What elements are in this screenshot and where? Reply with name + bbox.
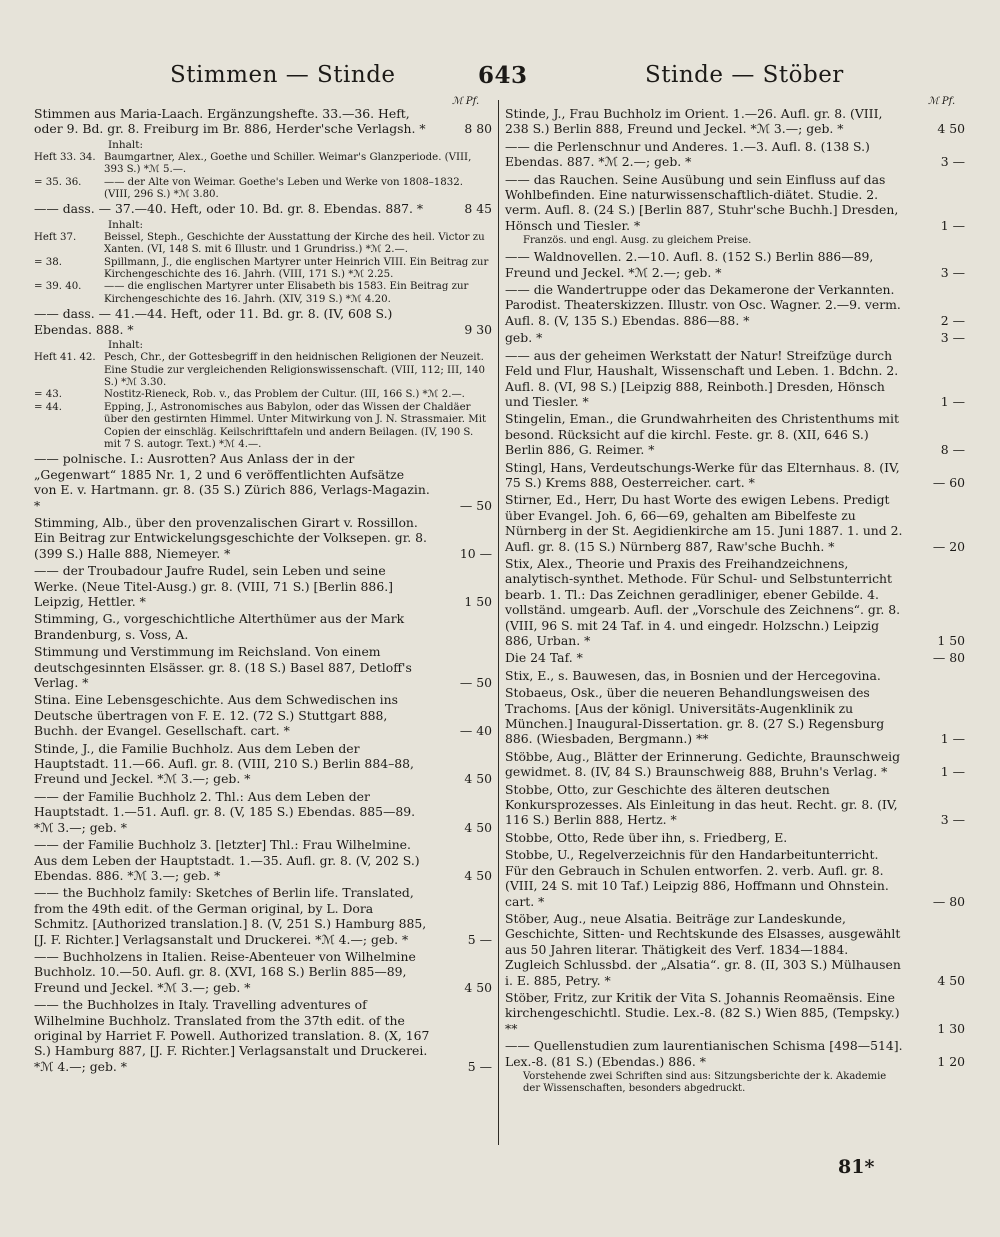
catalog-entry	[34, 451, 492, 513]
catalog-entry	[505, 249, 965, 280]
entry-price: 4 50	[464, 819, 492, 835]
catalog-entry	[34, 741, 492, 787]
catalog-entry	[505, 492, 965, 554]
catalog-entry	[34, 789, 492, 835]
contents-item	[34, 257, 492, 282]
entry-text: Stimming, G., vorgeschichtliche Alterthümer aus der Mark Brandenburg, s. Voss, A.	[34, 611, 405, 642]
catalog-entry	[505, 650, 965, 665]
entry-price: — 80	[932, 650, 965, 666]
right-column	[505, 106, 965, 1097]
entry-price: 5 —	[467, 1058, 492, 1074]
entry-text: Stingelin, Eman., die Grundwahrheiten des Christenthums mit besond. Rücksicht auf die kirchl. Feste. gr. 8. (XII, 646 S.) Berlin 886, G. Reimer. *	[505, 411, 899, 458]
entry-price: — 20	[932, 538, 965, 554]
entry-text: Stirner, Ed., Herr, Du hast Worte des ewigen Lebens. Predigt über Evangel. Joh. 6, 66—69, gehalten am Bibelfeste zu Nürnberg in der St. Aegidienkirche am 15. Juni 1887. 1. und 2. Aufl. gr. 8. (15 S.) Nürnberg 887, Raw'sche Buchh. *	[505, 492, 903, 554]
contents-item-number: = 38.	[34, 256, 62, 268]
contents-item-number: = 35. 36.	[34, 176, 82, 188]
entry-text: —— the Buchholzes in Italy. Travelling adventures of Wilhelmine Buchholz. Translated from the 37th edit. of the original by Harriet F. Powell. Authorized translation. 8. (X, 167 S.) Hamburg 887, [J. F. Richter.] Verlagsanstalt und Druckerei. *ℳ 4.—; geb. *	[34, 997, 430, 1074]
entry-price: 1 —	[940, 217, 965, 233]
catalog-entry	[505, 1038, 965, 1069]
catalog-entry	[505, 330, 965, 345]
entry-text: Stimmung und Verstimmung im Reichsland. Von einem deutschgesinnten Elsässer. gr. 8. (18 S.) Basel 887, Detloff's Verlag. *	[34, 644, 412, 691]
entry-text: Stobaeus, Osk., über die neueren Behandlungsweisen des Trachoms. [Aus der königl. Universitäts-Augenklinik zu München.] Inaugural-Dissertation. gr. 8. (27 S.) Regensburg 886. (Wiesbaden, Bergmann.) **	[505, 685, 885, 747]
catalog-entry	[505, 847, 965, 909]
catalog-entry	[34, 563, 492, 609]
contents-item	[34, 352, 492, 389]
contents-item-text: —— die englischen Martyrer unter Elisabeth bis 1583. Ein Beitrag zur Kirchengeschichte des 16. Jahrh. (XIV, 319 S.) *ℳ 4.20.	[104, 281, 469, 305]
entry-text: —— das Rauchen. Seine Ausübung und sein Einfluss auf das Wohlbefinden. Eine naturwissenschaftlich-diätet. Studie. 2. verm. Aufl. 8. (24 S.) [Berlin 887, Stuhr'sche Buchh.] Dresden, Hönsch und Tiesler. *	[505, 171, 899, 233]
catalog-entry	[34, 885, 492, 947]
entry-price: 8 80	[464, 121, 492, 137]
entry-text: Stimming, Alb., über den provenzalischen Girart v. Rossillon. Ein Beitrag zur Entwickelungsgeschichte der Volksepen. gr. 8. (399 S.) Halle 888, Niemeyer. *	[34, 514, 427, 561]
entry-price: 8 —	[940, 442, 965, 458]
contents-item	[34, 232, 492, 257]
contents-item-number: Heft 37.	[34, 231, 77, 243]
contents-item-text: —— der Alte von Weimar. Goethe's Leben und Werke von 1808–1832. (VIII, 296 S.) *ℳ 3.80.	[104, 176, 463, 201]
entry-price: — 40	[459, 723, 492, 739]
entry-price: 3 —	[940, 812, 965, 828]
header-left-title: Stimmen — Stinde	[170, 62, 396, 88]
catalog-entry	[505, 668, 965, 683]
contents-item	[34, 152, 492, 177]
entry-price: 4 50	[464, 771, 492, 787]
entry-text: —— aus der geheimen Werkstatt der Natur! Streifzüge durch Feld und Flur, Haushalt, Wissenschaft und Leben. 1. Bdchn. 2. Aufl. 8. (VI, 98 S.) [Leipzig 888, Reinboth.] Dresden, Hönsch und Tiesler. *	[505, 347, 899, 409]
entry-text: Stimmen aus Maria-Laach. Ergänzungshefte. 33.—36. Heft, oder 9. Bd. gr. 8. Freiburg im Br. 886, Herder'sche Verlagsh. *	[34, 106, 426, 137]
entry-text: Stöber, Aug., neue Alsatia. Beiträge zur Landeskunde, Geschichte, Sitten- und Rechtskunde des Elsasses, ausgewählt aus 50 Jahren literar. Thätigkeit des Verf. 1834—1884. Zugleich Schlussbd. der „Alsatia“. gr. 8. (II, 303 S.) Mülhausen i. E. 885, Petry. *	[505, 910, 901, 988]
entry-text: —— der Familie Buchholz 3. [letzter] Thl.: Frau Wilhelmine. Aus dem Leben der Hauptstadt. 1.—35. Aufl. gr. 8. (V, 202 S.) Ebendas. 886. *ℳ 3.—; geb. *	[34, 837, 420, 883]
entry-price: 1 —	[940, 731, 965, 747]
entry-price: — 60	[932, 474, 965, 490]
entry-text: Stobbe, Otto, Rede über ihn, s. Friedberg, E.	[505, 829, 788, 845]
entry-price: 1 50	[464, 594, 492, 609]
entry-price: 3 —	[940, 330, 965, 346]
entry-price: 1 50	[937, 633, 965, 648]
catalog-entry	[505, 411, 965, 457]
entry-price: 3 —	[940, 154, 965, 170]
catalog-entry	[505, 556, 965, 648]
entry-text: —— the Buchholz family: Sketches of Berlin life. Translated, from the 49th edit. of the German original, by L. Dora Schmitz. [Authorized translation.] 8. (V, 251 S.) Hamburg 885, [J. F. Richter.] Verlagsanstalt und Druckerei. *ℳ 4.—; geb. *	[34, 885, 427, 947]
left-column	[34, 106, 492, 1076]
contents-item-text: Spillmann, J., die englischen Martyrer unter Heinrich VIII. Ein Beitrag zur Kirchengeschichte des 16. Jahrh. (VIII, 171 S.) *ℳ 2.25.	[104, 256, 489, 281]
entry-price: — 50	[459, 675, 492, 691]
entry-text: Stinde, J., die Familie Buchholz. Aus dem Leben der Hauptstadt. 11.—66. Aufl. gr. 8. (VIII, 210 S.) Berlin 884–88, Freund und Jeckel. *ℳ 3.—; geb. *	[34, 740, 414, 787]
entry-text: Stobbe, U., Regelverzeichnis für den Handarbeitunterricht. Für den Gebrauch in Schulen entworfen. 2. verb. Aufl. gr. 8. (VIII, 24 S. mit 10 Taf.) Leipzig 886, Hoffmann und Ohnstein. cart. *	[505, 847, 889, 909]
catalog-entry	[34, 837, 492, 883]
entry-text: —— die Perlenschnur und Anderes. 1.—3. Aufl. 8. (138 S.) Ebendas. 887. *ℳ 2.—; geb. *	[505, 138, 870, 170]
catalog-entry	[505, 282, 965, 328]
contents-item	[34, 389, 492, 401]
catalog-entry	[505, 911, 965, 988]
catalog-entry	[505, 106, 965, 137]
entry-text: Stix, E., s. Bauwesen, das, in Bosnien und der Hercegovina.	[505, 667, 881, 683]
entry-text: —— dass. — 37.—40. Heft, oder 10. Bd. gr. 8. Ebendas. 887. *	[34, 201, 424, 217]
contents-item-text: Pesch, Chr., der Gottesbegriff in den heidnischen Religionen der Neuzeit. Eine Studie zur vergleichenden Religionswissenschaft. (VIII, 112; III, 140 S.) *ℳ 3.30.	[104, 352, 486, 388]
signature-mark: 81*	[838, 1156, 875, 1178]
entry-price: 1 —	[940, 393, 965, 409]
catalog-entry	[505, 685, 965, 747]
catalog-entry	[505, 990, 965, 1036]
catalog-entry	[505, 830, 965, 845]
entry-price: — 50	[459, 497, 492, 513]
entry-text: Stina. Eine Lebensgeschichte. Aus dem Schwedischen ins Deutsche übertragen von F. E. 12. (72 S.) Stuttgart 888, Buchh. der Evangel. Gesellschaft. cart. *	[34, 692, 398, 739]
catalog-entry	[505, 139, 965, 170]
catalog-entry	[34, 306, 492, 337]
catalog-entry	[34, 692, 492, 738]
contents-item	[34, 281, 492, 306]
contents-item	[34, 177, 492, 202]
entry-text: Die 24 Taf. *	[505, 650, 583, 666]
entry-text: Vorstehende zwei Schriften sind aus: Sitzungsberichte der k. Akademie der Wissenschaften, besonders abgedruckt.	[523, 1070, 887, 1094]
contents-heading: Inhalt:	[108, 339, 144, 352]
catalog-entry	[505, 172, 965, 234]
catalog-entry	[505, 460, 965, 491]
catalog-entry	[505, 782, 965, 828]
page-number: 643	[478, 62, 528, 89]
catalog-entry	[34, 201, 492, 216]
catalog-entry	[505, 348, 965, 410]
entry-price: 4 50	[464, 979, 492, 995]
contents-item-text: Baumgartner, Alex., Goethe und Schiller. Weimar's Glanzperiode. (VIII, 393 S.) *ℳ 5.—.	[104, 151, 472, 176]
entry-price: 9 30	[464, 321, 492, 337]
entry-price: 1 30	[937, 1020, 965, 1036]
entry-price: 2 —	[940, 312, 965, 328]
catalog-entry	[505, 749, 965, 780]
contents-heading: Inhalt:	[108, 218, 144, 231]
entry-text: —— der Familie Buchholz 2. Thl.: Aus dem Leben der Hauptstadt. 1.—51. Aufl. gr. 8. (V, 185 S.) Ebendas. 885—89. *ℳ 3.—; geb. *	[34, 788, 416, 835]
catalog-entry	[34, 611, 492, 642]
catalog-entry	[34, 644, 492, 690]
entry-price: 8 45	[464, 201, 492, 217]
running-header	[0, 62, 1000, 96]
entry-price: 4 50	[937, 121, 965, 137]
entry-text: Stingl, Hans, Verdeutschungs-Werke für das Elternhaus. 8. (IV, 75 S.) Krems 888, Oesterreicher. cart. *	[505, 459, 900, 490]
contents-item-number: = 43.	[34, 389, 62, 401]
entry-price: — 80	[932, 893, 965, 909]
catalog-entry	[34, 515, 492, 561]
entry-text: geb. *	[505, 330, 543, 346]
entry-text: —— dass. — 41.—44. Heft, oder 11. Bd. gr. 8. (IV, 608 S.) Ebendas. 888. *	[34, 306, 393, 337]
entry-text: Stinde, J., Frau Buchholz im Orient. 1.—26. Aufl. gr. 8. (VIII, 238 S.) Berlin 888, Freund und Jeckel. *ℳ 3.—; geb. *	[505, 106, 883, 137]
currency-label-right: ℳ Pf.	[928, 96, 956, 107]
contents-item-number: = 39. 40.	[34, 281, 82, 293]
contents-heading: Inhalt:	[108, 138, 144, 151]
entry-text: —— Waldnovellen. 2.—10. Aufl. 8. (152 S.) Berlin 886—89, Freund und Jeckel. *ℳ 2.—; geb. *	[505, 249, 874, 280]
contents-item-text: Nostitz-Rieneck, Rob. v., das Problem der Cultur. (III, 166 S.) *ℳ 2.—.	[104, 389, 465, 401]
entry-text: —— der Troubadour Jaufre Rudel, sein Leben und seine Werke. (Neue Titel-Ausg.) gr. 8. (VIII, 71 S.) [Berlin 886.] Leipzig, Hettler. *	[34, 563, 393, 609]
contents-item-number: = 44.	[34, 401, 62, 413]
entry-price: 10 —	[459, 545, 492, 561]
entry-text: —— Quellenstudien zum laurentianischen Schisma [498—514]. Lex.-8. (81 S.) (Ebendas.) 886. *	[505, 1038, 903, 1069]
contents-item-number: Heft 41. 42.	[34, 352, 96, 364]
entry-text: Stöbbe, Aug., Blätter der Erinnerung. Gedichte, Braunschweig gewidmet. 8. (IV, 84 S.) Braunschweig 888, Bruhn's Verlag. *	[505, 748, 901, 780]
entry-text: —— die Wandertruppe oder das Dekamerone der Verkannten. Parodist. Theaterskizzen. Illustr. von Osc. Wagner. 2.—9. verm. Aufl. 8. (V, 135 S.) Ebendas. 886—88. *	[505, 282, 901, 328]
catalog-entry	[34, 997, 492, 1074]
entry-price: 1 20	[937, 1053, 965, 1069]
entry-text: —— Buchholzens in Italien. Reise-Abenteuer von Wilhelmine Buchholz. 10.—50. Aufl. gr. 8. (XVI, 168 S.) Berlin 885—89, Freund und Jeckel. *ℳ 3.—; geb. *	[34, 948, 416, 995]
column-divider	[498, 100, 499, 1145]
entry-text: Stobbe, Otto, zur Geschichte des älteren deutschen Konkursprozesses. Als Einleitung in das heut. Recht. gr. 8. (IV, 116 S.) Berlin 888, Hertz. *	[505, 781, 898, 828]
catalog-entry	[34, 949, 492, 995]
contents-item-number: Heft 33. 34.	[34, 151, 96, 163]
entry-price: 4 50	[937, 972, 965, 988]
contents-item-text: Epping, J., Astronomisches aus Babylon, oder das Wissen der Chaldäer über den gestirnten Himmel. Unter Mitwirkung von J. N. Strassmaier. Mit Copien der einschläg. Keilschrifttafeln und andern Beilagen. (IV, 190 S. mit 7 S. autogr. Text.) *ℳ 4.—.	[104, 401, 487, 450]
entry-text: Stix, Alex., Theorie und Praxis des Freihandzeichnens, analytisch-synthet. Methode. Für Schul- und Selbstunterricht bearb. 1. Tl.: Das Zeichnen geradliniger, ebener Gebilde. 4. vollständ. umgearb. Aufl. der „Vorschule des Zeichnens“. gr. 8. (VIII, 96 S. mit 24 Taf. in 4. und eingedr. Holzschn.) Leipzig 886, Urban. *	[505, 555, 901, 648]
entry-price: 3 —	[940, 264, 965, 280]
entry-price: 1 —	[940, 764, 965, 780]
catalog-entry	[34, 106, 492, 137]
header-right-title: Stinde — Stöber	[645, 62, 844, 88]
entry-note	[505, 235, 965, 247]
entry-price: 4 50	[464, 867, 492, 883]
contents-item-text: Beissel, Steph., Geschichte der Ausstattung der Kirche des heil. Victor zu Xanten. (VI, 148 S. mit 6 Illustr. und 1 Grundriss.) *ℳ 2.—.	[104, 231, 485, 256]
currency-label-left: ℳ Pf.	[452, 96, 480, 107]
entry-text: Stöber, Fritz, zur Kritik der Vita S. Johannis Reomaënsis. Eine kirchengeschichtl. Studie. Lex.-8. (82 S.) Wien 885, (Tempsky.) **	[505, 989, 900, 1036]
entry-price: 5 —	[467, 931, 492, 947]
entry-note	[505, 1071, 965, 1095]
entry-text: Französ. und engl. Ausg. zu gleichem Preise.	[523, 235, 752, 247]
entry-text: —— polnische. I.: Ausrotten? Aus Anlass der in der „Gegenwart“ 1885 Nr. 1, 2 und 6 veröffentlichten Aufsätze von E. v. Hartmann. gr. 8. (35 S.) Zürich 886, Verlags-Magazin. *	[34, 451, 430, 513]
contents-item	[34, 402, 492, 452]
